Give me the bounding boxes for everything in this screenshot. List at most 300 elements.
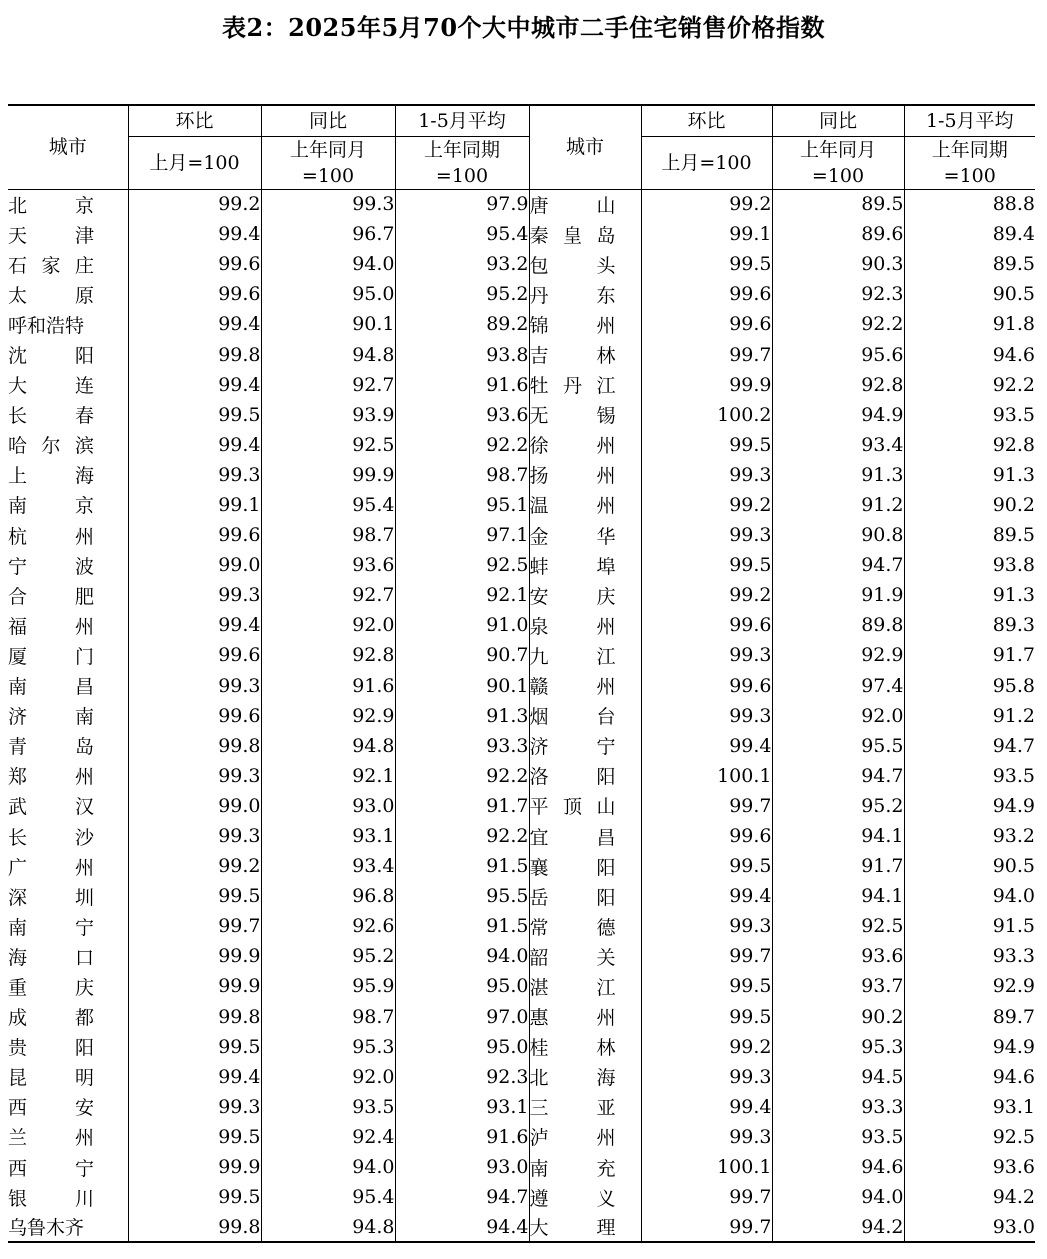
right-city-cell — [529, 731, 641, 761]
left-mom-value: 99.7 — [128, 911, 261, 941]
left-mom-value: 99.8 — [128, 1002, 261, 1032]
left-avg-value: 95.4 — [395, 219, 529, 249]
yoy-header: 同比 — [772, 105, 904, 136]
avg-base-line2: =100 — [435, 164, 489, 187]
city-name: 温州 — [529, 495, 616, 518]
right-mom-value: 99.5 — [641, 1002, 772, 1032]
left-city-cell — [8, 791, 128, 821]
right-city-cell — [529, 1032, 641, 1062]
left-yoy-value: 92.0 — [261, 1062, 395, 1092]
left-mom-value: 99.3 — [128, 580, 261, 610]
left-mom-value: 99.8 — [128, 1212, 261, 1242]
right-city-cell — [529, 189, 641, 219]
city-name: 宜昌 — [529, 826, 616, 849]
left-avg-value: 90.7 — [395, 640, 529, 670]
left-mom-value: 99.3 — [128, 1092, 261, 1122]
left-yoy-value: 99.3 — [261, 189, 395, 219]
left-avg-value: 93.3 — [395, 731, 529, 761]
city-name: 济南 — [8, 706, 94, 729]
city-name: 桂林 — [529, 1037, 616, 1060]
table-row — [8, 671, 1035, 701]
right-city-cell — [529, 219, 641, 249]
left-yoy-value: 95.4 — [261, 490, 395, 520]
table-row — [8, 610, 1035, 640]
city-name: 锦州 — [529, 314, 616, 337]
right-city-cell — [529, 249, 641, 279]
left-avg-value: 92.2 — [395, 430, 529, 460]
right-mom-value: 99.3 — [641, 911, 772, 941]
table-row — [8, 339, 1035, 369]
table-row — [8, 1182, 1035, 1212]
left-yoy-value: 92.8 — [261, 640, 395, 670]
city-name: 哈尔滨 — [8, 435, 94, 458]
city-name: 蚌埠 — [529, 555, 616, 578]
left-avg-value: 89.2 — [395, 309, 529, 339]
city-name: 乌鲁木齐 — [8, 1217, 85, 1240]
left-mom-value: 99.6 — [128, 279, 261, 309]
table-row — [8, 400, 1035, 430]
city-name: 厦门 — [8, 645, 94, 668]
right-yoy-value: 94.7 — [772, 550, 904, 580]
right-city-cell — [529, 701, 641, 731]
left-avg-value: 93.6 — [395, 400, 529, 430]
right-mom-value: 99.6 — [641, 279, 772, 309]
left-city-cell — [8, 1212, 128, 1242]
city-name: 北京 — [8, 194, 94, 217]
right-city-cell — [529, 520, 641, 550]
left-yoy-value: 95.3 — [261, 1032, 395, 1062]
price-index-table — [8, 104, 1035, 1243]
left-mom-value: 99.6 — [128, 701, 261, 731]
city-name: 惠州 — [529, 1007, 616, 1030]
left-avg-value: 91.6 — [395, 1122, 529, 1152]
city-name: 牡丹江 — [529, 375, 616, 398]
left-yoy-value: 91.6 — [261, 671, 395, 701]
left-city-cell — [8, 490, 128, 520]
right-city-cell — [529, 971, 641, 1001]
left-mom-value: 99.2 — [128, 189, 261, 219]
mom-base-header: 上月=100 — [128, 136, 261, 189]
city-name: 安庆 — [529, 585, 616, 608]
right-city-cell — [529, 671, 641, 701]
left-city-cell — [8, 460, 128, 490]
city-name: 包头 — [529, 254, 616, 277]
left-avg-value: 94.7 — [395, 1182, 529, 1212]
city-name: 南充 — [529, 1157, 616, 1180]
city-header: 城市 — [8, 105, 128, 189]
left-city-cell — [8, 941, 128, 971]
avg-header: 1-5月平均 — [395, 105, 529, 136]
city-header: 城市 — [529, 105, 641, 189]
table-row — [8, 219, 1035, 249]
city-name: 兰州 — [8, 1127, 94, 1150]
city-name: 北海 — [529, 1067, 616, 1090]
table-row — [8, 580, 1035, 610]
left-yoy-value: 94.8 — [261, 339, 395, 369]
table-row — [8, 1122, 1035, 1152]
right-avg-value: 93.6 — [992, 1156, 1035, 1179]
right-city-cell — [529, 1182, 641, 1212]
right-city-cell — [529, 1002, 641, 1032]
left-avg-value: 95.5 — [395, 881, 529, 911]
left-yoy-value: 92.4 — [261, 1122, 395, 1152]
right-yoy-value: 93.7 — [772, 971, 904, 1001]
city-name: 深圳 — [8, 886, 94, 909]
left-avg-value: 91.5 — [395, 851, 529, 881]
left-avg-value: 95.0 — [395, 1032, 529, 1062]
table-row — [8, 1062, 1035, 1092]
right-yoy-value: 92.3 — [772, 279, 904, 309]
city-name: 洛阳 — [529, 766, 616, 789]
left-city-cell — [8, 1062, 128, 1092]
left-mom-value: 99.4 — [128, 309, 261, 339]
city-name: 三亚 — [529, 1097, 616, 1120]
city-name: 成都 — [8, 1007, 94, 1030]
right-mom-value: 99.2 — [641, 1032, 772, 1062]
left-mom-value: 99.5 — [128, 881, 261, 911]
left-yoy-value: 98.7 — [261, 520, 395, 550]
left-avg-value: 91.7 — [395, 791, 529, 821]
right-city-cell — [529, 370, 641, 400]
right-city-cell — [529, 881, 641, 911]
right-yoy-value: 91.9 — [772, 580, 904, 610]
city-name: 贵阳 — [8, 1037, 94, 1060]
left-city-cell — [8, 851, 128, 881]
left-yoy-value: 99.9 — [261, 460, 395, 490]
city-name: 湛江 — [529, 976, 616, 999]
city-name: 常德 — [529, 916, 616, 939]
right-avg-value: 94.2 — [992, 1186, 1035, 1209]
left-mom-value: 99.9 — [128, 971, 261, 1001]
city-name: 秦皇岛 — [529, 224, 616, 247]
right-mom-value: 99.5 — [641, 851, 772, 881]
left-yoy-value: 93.1 — [261, 821, 395, 851]
right-mom-value: 99.3 — [641, 520, 772, 550]
left-mom-value: 99.4 — [128, 1062, 261, 1092]
left-yoy-value: 92.7 — [261, 370, 395, 400]
city-name: 金华 — [529, 525, 616, 548]
table-row — [8, 1212, 1035, 1242]
right-mom-value: 99.4 — [641, 731, 772, 761]
table-row — [8, 941, 1035, 971]
table-row — [8, 279, 1035, 309]
right-avg-value: 94.6 — [992, 1065, 1035, 1088]
table-row — [8, 851, 1035, 881]
city-name: 大理 — [529, 1217, 616, 1240]
right-avg-value: 89.3 — [992, 614, 1035, 637]
city-name: 南昌 — [8, 676, 94, 699]
left-mom-value: 99.5 — [128, 1122, 261, 1152]
yoy-base-line2: =100 — [811, 164, 865, 187]
right-mom-value: 100.1 — [641, 1152, 772, 1182]
right-yoy-value: 91.2 — [772, 490, 904, 520]
right-avg-value: 92.5 — [992, 1125, 1035, 1148]
avg-base-line2: =100 — [943, 164, 996, 187]
city-name: 宁波 — [8, 555, 94, 578]
right-avg-value: 89.5 — [992, 524, 1035, 547]
left-mom-value: 99.6 — [128, 640, 261, 670]
right-avg-value: 92.2 — [992, 373, 1035, 396]
right-yoy-value: 93.3 — [772, 1092, 904, 1122]
right-avg-value: 94.9 — [992, 1035, 1035, 1058]
right-avg-value: 94.6 — [992, 343, 1035, 366]
left-mom-value: 99.8 — [128, 339, 261, 369]
right-avg-value: 93.3 — [992, 945, 1035, 968]
left-yoy-value: 95.4 — [261, 1182, 395, 1212]
right-city-cell — [529, 640, 641, 670]
left-yoy-value: 93.9 — [261, 400, 395, 430]
left-mom-value: 99.3 — [128, 761, 261, 791]
right-city-cell — [529, 1122, 641, 1152]
right-yoy-value: 90.3 — [772, 249, 904, 279]
right-yoy-value: 97.4 — [772, 671, 904, 701]
city-name: 南宁 — [8, 916, 94, 939]
city-name: 武汉 — [8, 796, 94, 819]
right-yoy-value: 94.2 — [772, 1212, 904, 1242]
right-yoy-value: 91.7 — [772, 851, 904, 881]
yoy-base-line1: 上年同月 — [799, 138, 876, 161]
left-mom-value: 99.9 — [128, 941, 261, 971]
left-yoy-value: 92.9 — [261, 701, 395, 731]
right-yoy-value: 94.6 — [772, 1152, 904, 1182]
left-mom-value: 99.6 — [128, 520, 261, 550]
table-row — [8, 249, 1035, 279]
right-avg-value: 91.3 — [992, 463, 1035, 486]
right-yoy-value: 94.9 — [772, 400, 904, 430]
left-city-cell — [8, 550, 128, 580]
left-yoy-value: 96.7 — [261, 219, 395, 249]
right-mom-value: 99.6 — [641, 610, 772, 640]
left-city-cell — [8, 339, 128, 369]
right-mom-value: 99.6 — [641, 671, 772, 701]
left-avg-value: 94.0 — [395, 941, 529, 971]
city-name: 遵义 — [529, 1187, 616, 1210]
right-mom-value: 99.3 — [641, 701, 772, 731]
left-yoy-value: 93.4 — [261, 851, 395, 881]
city-name: 唐山 — [529, 194, 616, 217]
left-avg-value: 93.1 — [395, 1092, 529, 1122]
right-city-cell — [529, 339, 641, 369]
left-avg-value: 92.3 — [395, 1062, 529, 1092]
right-city-cell — [529, 279, 641, 309]
right-yoy-value: 95.6 — [772, 339, 904, 369]
right-mom-value: 99.2 — [641, 490, 772, 520]
right-city-cell — [529, 1062, 641, 1092]
right-city-cell — [529, 400, 641, 430]
right-city-cell — [529, 610, 641, 640]
avg-base-header — [395, 136, 529, 189]
right-mom-value: 99.3 — [641, 460, 772, 490]
left-city-cell — [8, 189, 128, 219]
left-yoy-value: 92.6 — [261, 911, 395, 941]
left-avg-value: 97.9 — [395, 189, 529, 219]
right-mom-value: 99.2 — [641, 580, 772, 610]
city-name: 岳阳 — [529, 886, 616, 909]
mom-base-header: 上月=100 — [641, 136, 772, 189]
left-city-cell — [8, 370, 128, 400]
left-city-cell — [8, 640, 128, 670]
right-avg-value: 95.8 — [992, 674, 1035, 697]
right-city-cell — [529, 791, 641, 821]
right-mom-value: 99.5 — [641, 971, 772, 1001]
right-avg-value: 91.7 — [992, 644, 1035, 667]
avg-base-line1: 上年同期 — [423, 138, 500, 161]
left-avg-value: 97.0 — [395, 1002, 529, 1032]
yoy-base-header — [261, 136, 395, 189]
right-yoy-value: 94.7 — [772, 761, 904, 791]
right-avg-value: 91.2 — [992, 704, 1035, 727]
table-row — [8, 1092, 1035, 1122]
left-city-cell — [8, 1002, 128, 1032]
left-yoy-value: 94.0 — [261, 249, 395, 279]
right-city-cell — [529, 460, 641, 490]
right-city-cell — [529, 309, 641, 339]
city-name: 广州 — [8, 856, 94, 879]
left-city-cell — [8, 219, 128, 249]
left-city-cell — [8, 881, 128, 911]
left-avg-value: 95.0 — [395, 971, 529, 1001]
right-yoy-value: 95.3 — [772, 1032, 904, 1062]
city-name: 泉州 — [529, 615, 616, 638]
left-yoy-value: 94.0 — [261, 1152, 395, 1182]
left-avg-value: 91.3 — [395, 701, 529, 731]
left-city-cell — [8, 279, 128, 309]
right-city-cell — [529, 580, 641, 610]
left-avg-value: 91.6 — [395, 370, 529, 400]
city-name: 重庆 — [8, 976, 94, 999]
right-mom-value: 99.1 — [641, 219, 772, 249]
left-avg-value: 92.2 — [395, 761, 529, 791]
right-avg-value: 92.8 — [992, 433, 1035, 456]
city-name: 赣州 — [529, 676, 616, 699]
left-mom-value: 99.2 — [128, 851, 261, 881]
right-yoy-value: 92.5 — [772, 911, 904, 941]
city-name: 呼和浩特 — [8, 314, 85, 337]
left-mom-value: 99.5 — [128, 400, 261, 430]
left-mom-value: 99.4 — [128, 610, 261, 640]
right-avg-value: 91.8 — [992, 313, 1035, 336]
left-yoy-value: 92.5 — [261, 430, 395, 460]
left-avg-value: 97.1 — [395, 520, 529, 550]
left-avg-value: 91.0 — [395, 610, 529, 640]
right-city-cell — [529, 821, 641, 851]
avg-base-line1: 上年同期 — [931, 138, 1008, 161]
city-name: 郑州 — [8, 766, 94, 789]
table-row — [8, 370, 1035, 400]
yoy-header: 同比 — [261, 105, 395, 136]
right-city-cell — [529, 941, 641, 971]
left-mom-value: 99.6 — [128, 249, 261, 279]
right-avg-value: 93.1 — [992, 1095, 1035, 1118]
city-name: 九江 — [529, 645, 616, 668]
left-yoy-value: 95.9 — [261, 971, 395, 1001]
right-avg-value: 90.5 — [992, 855, 1035, 878]
left-mom-value: 99.4 — [128, 430, 261, 460]
table-row — [8, 550, 1035, 580]
right-mom-value: 99.5 — [641, 430, 772, 460]
right-mom-value: 99.5 — [641, 249, 772, 279]
right-avg-value: 94.9 — [992, 794, 1035, 817]
right-yoy-value: 94.1 — [772, 881, 904, 911]
yoy-base-line1: 上年同月 — [289, 138, 366, 161]
right-yoy-value: 90.8 — [772, 520, 904, 550]
left-avg-value: 93.8 — [395, 339, 529, 369]
left-mom-value: 99.4 — [128, 219, 261, 249]
left-city-cell — [8, 430, 128, 460]
city-name: 长春 — [8, 405, 94, 428]
left-mom-value: 99.4 — [128, 370, 261, 400]
right-mom-value: 99.7 — [641, 1212, 772, 1242]
table-row — [8, 490, 1035, 520]
right-mom-value: 99.3 — [641, 1062, 772, 1092]
left-avg-value: 95.1 — [395, 490, 529, 520]
city-name: 西宁 — [8, 1157, 94, 1180]
right-avg-value: 91.3 — [992, 584, 1035, 607]
left-yoy-value: 94.8 — [261, 731, 395, 761]
yoy-base-line2: =100 — [301, 164, 355, 187]
table-row — [8, 701, 1035, 731]
right-avg-value: 93.5 — [992, 764, 1035, 787]
left-city-cell — [8, 400, 128, 430]
right-yoy-value: 94.5 — [772, 1062, 904, 1092]
table-row — [8, 971, 1035, 1001]
left-avg-value: 92.1 — [395, 580, 529, 610]
table-row — [8, 1002, 1035, 1032]
right-mom-value: 99.7 — [641, 791, 772, 821]
right-avg-value: 93.0 — [904, 1212, 1035, 1242]
left-city-cell — [8, 731, 128, 761]
right-yoy-value: 95.5 — [772, 731, 904, 761]
right-city-cell — [529, 1152, 641, 1182]
city-name: 青岛 — [8, 736, 94, 759]
left-avg-value: 95.2 — [395, 279, 529, 309]
avg-header: 1-5月平均 — [904, 105, 1035, 136]
left-mom-value: 99.5 — [128, 1032, 261, 1062]
left-yoy-value: 93.0 — [261, 791, 395, 821]
right-avg-value: 94.0 — [992, 885, 1035, 908]
right-city-cell — [529, 1092, 641, 1122]
left-yoy-value: 93.6 — [261, 550, 395, 580]
right-mom-value: 99.3 — [641, 1122, 772, 1152]
right-yoy-value: 93.5 — [772, 1122, 904, 1152]
right-avg-value: 90.5 — [992, 283, 1035, 306]
left-avg-value: 98.7 — [395, 460, 529, 490]
left-mom-value: 99.1 — [128, 490, 261, 520]
left-city-cell — [8, 1182, 128, 1212]
table-row — [8, 520, 1035, 550]
city-name: 太原 — [8, 284, 94, 307]
right-avg-value: 93.2 — [992, 825, 1035, 848]
left-city-cell — [8, 701, 128, 731]
mom-header: 环比 — [641, 105, 772, 136]
right-yoy-value: 89.5 — [772, 189, 904, 219]
right-yoy-value: 92.0 — [772, 701, 904, 731]
city-name: 无锡 — [529, 405, 616, 428]
right-mom-value: 99.7 — [641, 339, 772, 369]
city-name: 上海 — [8, 465, 94, 488]
right-yoy-value: 90.2 — [772, 1002, 904, 1032]
table-row — [8, 731, 1035, 761]
right-avg-value: 88.8 — [992, 193, 1035, 216]
table-body — [8, 189, 1035, 1242]
left-city-cell — [8, 610, 128, 640]
right-yoy-value: 93.6 — [772, 941, 904, 971]
right-avg-value: 92.9 — [992, 975, 1035, 998]
city-name: 合肥 — [8, 585, 94, 608]
right-mom-value: 99.9 — [641, 370, 772, 400]
right-avg-value: 89.7 — [992, 1005, 1035, 1028]
right-city-cell — [529, 550, 641, 580]
